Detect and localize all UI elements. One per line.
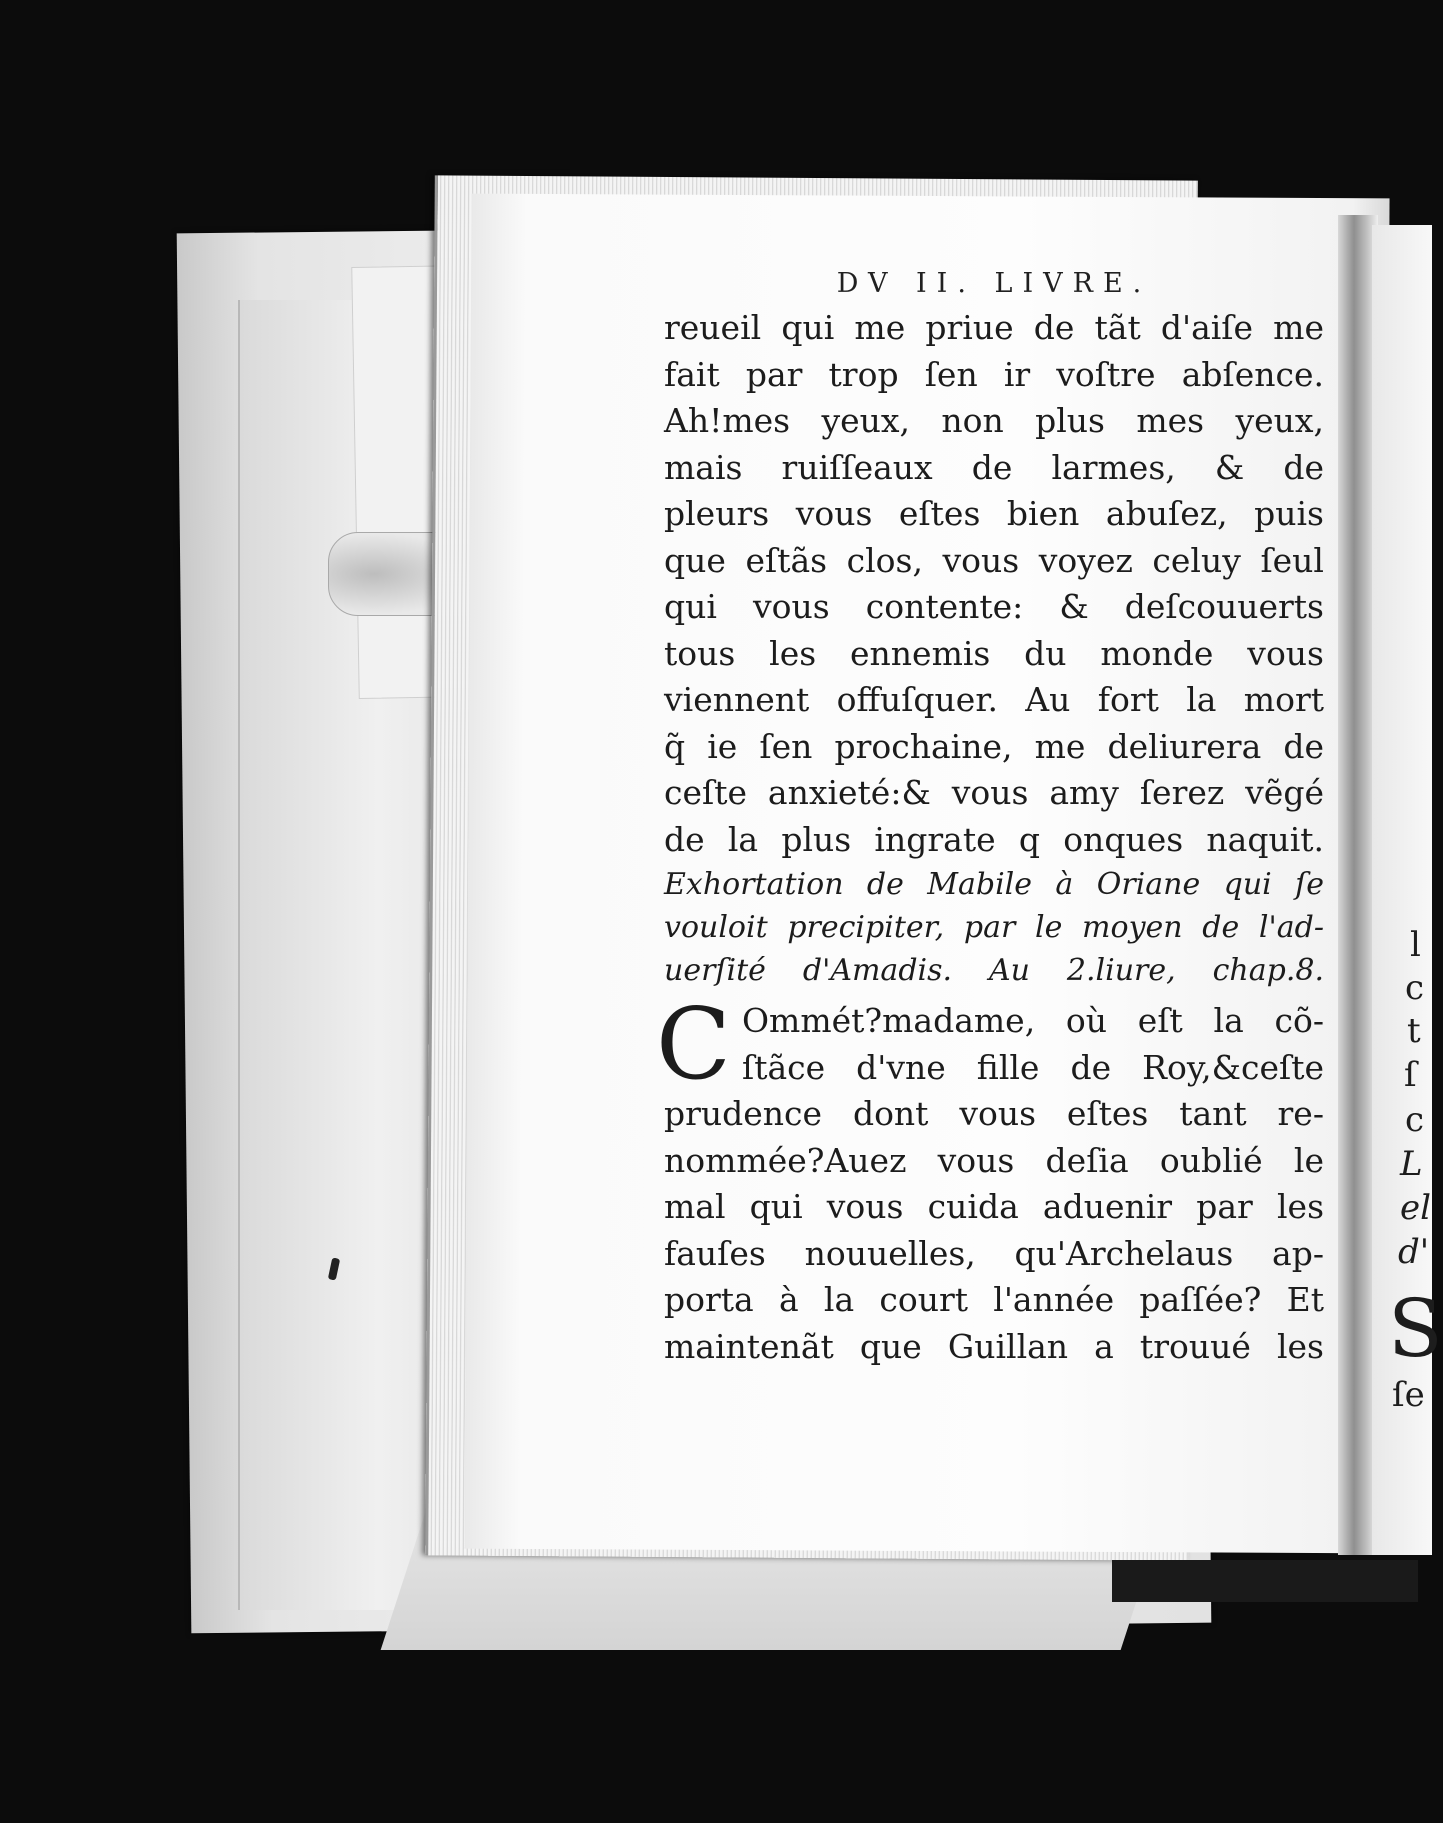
text-line: mal qui vous cuida aduenir par les (664, 1187, 1324, 1226)
paragraph-2-lines (664, 1091, 1324, 1370)
text-line: ceſte anxieté:& vous amy ſerez vẽgé (664, 773, 1324, 812)
text-line: que eſtãs clos, vous voyez celuy ſeul (664, 540, 1324, 580)
facing-fragment: c (1405, 1100, 1425, 1140)
text-line: porta à la court l'année paſſée? Et (664, 1280, 1324, 1319)
text-line: q̃ ie ſen prochaine, me deliurera de (664, 726, 1324, 766)
facing-fragment: L (1400, 1144, 1423, 1184)
facing-fragment: ſe (1392, 1375, 1425, 1415)
facing-fragment: d' (1398, 1232, 1430, 1272)
text-line: fait par trop ſen ir voſtre abſence. (664, 354, 1324, 394)
dark-background-strip (1112, 1560, 1418, 1602)
facing-dropcap: S (1388, 1282, 1443, 1375)
text-line: Ommét?madame, où eſt la cõ- (742, 1001, 1324, 1040)
rubric-line: Exhortation de Mabile à Oriane qui ſe (664, 867, 1324, 902)
running-head: DV II. LIVRE. (836, 268, 1152, 299)
text-line: reueil qui me priue de tãt d'aiſe me (664, 308, 1324, 347)
facing-fragment: l (1410, 925, 1421, 965)
drop-cap: C (656, 988, 731, 1102)
text-line: nommée?Auez vous deſia oublié le (664, 1140, 1324, 1180)
rubric-line: vouloit precipiter, par le moyen de l'ad- (664, 910, 1324, 945)
text-line: tous les ennemis du monde vous (664, 633, 1324, 673)
page-text (656, 268, 1324, 1370)
text-line: prudence dont vous eſtes tant re- (664, 1094, 1324, 1133)
facing-fragment: t (1407, 1011, 1421, 1051)
text-line: ſtãce d'vne fille de Roy,&ceſte (742, 1047, 1324, 1087)
text-line: de la plus ingrate q onques naquit. (664, 819, 1324, 859)
facing-fragment: c (1405, 968, 1425, 1008)
text-line: viennent offuſquer. Au fort la mort (664, 680, 1324, 719)
text-line: fauſes nouuelles, qu'Archelaus ap- (664, 1233, 1324, 1273)
paragraph-2 (656, 988, 1324, 1370)
facing-fragment: el (1400, 1188, 1431, 1228)
text-line: maintenãt que Guillan a trouué les (664, 1326, 1324, 1366)
dropcap-indented-lines (664, 998, 1324, 1091)
text-line: mais ruiſſeaux de larmes, & de (664, 447, 1324, 487)
paragraph-1 (664, 305, 1324, 863)
rubric-line: uerſité d'Amadis. Au 2.liure, chap.8. (664, 953, 1324, 988)
text-line: Ah!mes yeux, non plus mes yeux, (664, 401, 1324, 440)
text-line: pleurs vous eſtes bien abuſez, puis (664, 494, 1324, 533)
text-line: qui vous contente: & deſcouuerts (664, 587, 1324, 626)
chapter-rubric (664, 863, 1324, 992)
facing-fragment: ſ (1404, 1055, 1417, 1095)
